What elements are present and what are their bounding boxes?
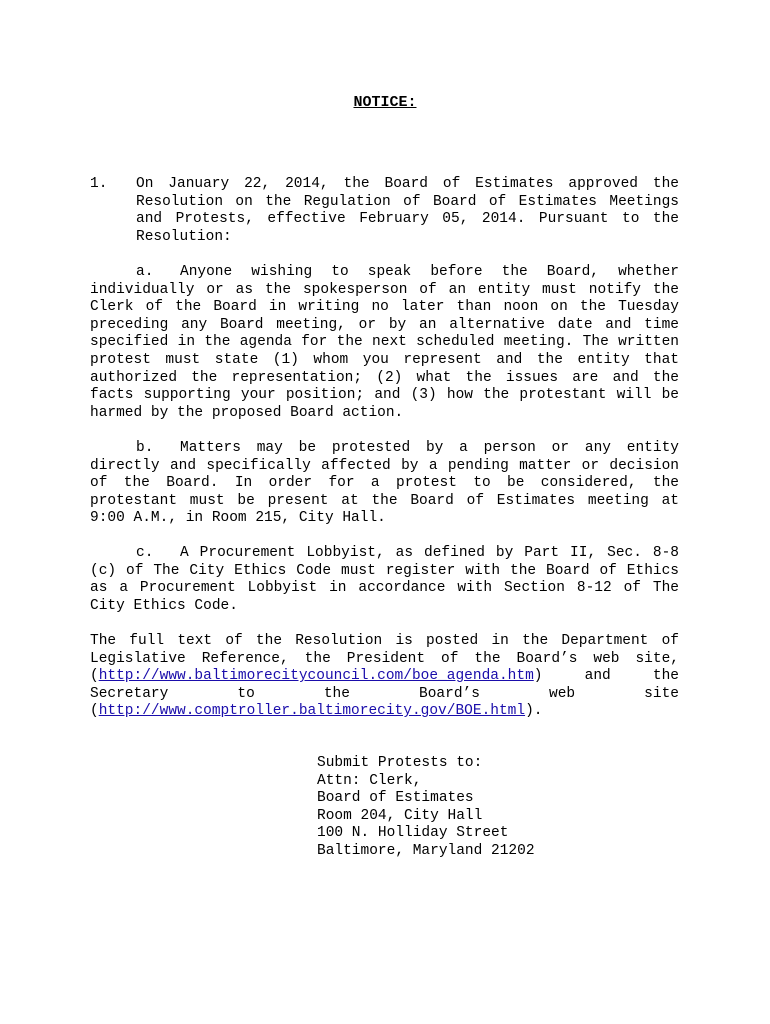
full-text-part3: ). — [525, 703, 543, 720]
address-board: Board of Estimates — [317, 790, 474, 807]
item-1-text: On January 22, 2014, the Board of Estimates approved the Resolution on the Regulation of Board of Estimates Meetings and Protests, effective February 05, 2014. Pursuant to the Resolution: — [136, 176, 679, 245]
resolution-item-1 — [90, 176, 679, 246]
paragraph-a — [90, 264, 679, 422]
address-room: Room 204, City Hall — [317, 807, 483, 824]
notice-title: NOTICE: — [353, 94, 417, 111]
paragraph-b — [90, 440, 679, 528]
full-text-paragraph — [90, 633, 679, 721]
full-text-part2: ) and the Secretary to the Board’s web site ( — [90, 668, 679, 720]
full-text-part1: The full text of the Resolution is posted in the Department of Legislative Reference, the President of the Board’s web site, ( — [90, 633, 679, 685]
paragraph-b-text: Matters may be protested by a person or any entity directly and specifically affected by a pending matter or decision of the Board. In order for a protest to be considered, the protestant must be present at the Board of Estimates meeting at 9:00 A.M., in Room 215, City Hall. — [90, 440, 679, 527]
council-agenda-link[interactable]: http://www.baltimorecitycouncil.com/boe_agenda.htm — [98, 668, 534, 685]
paragraph-a-text: Anyone wishing to speak before the Board, whether individually or as the spokesperson of an entity must notify the Clerk of the Board in writing no later than noon on the Tuesday preceding any Board meeting, or by an alternative date and time specified in the agenda for the next scheduled meeting. The written protest must state (1) whom you represent and the entity that authorized the representation; (2) what the issues are and the facts supporting your position; and (3) how the protestant will be harmed by the proposed Board action. — [90, 264, 679, 421]
comptroller-boe-link[interactable]: http://www.comptroller.baltimorecity.gov/BOE.html — [98, 703, 526, 720]
address-street: 100 N. Holliday Street — [317, 825, 509, 842]
paragraph-c-text: A Procurement Lobbyist, as defined by Part II, Sec. 8-8 (c) of The City Ethics Code must register with the Board of Ethics as a Procurement Lobbyist in accordance with Section 8-12 of The City Ethics Code. — [90, 545, 679, 614]
paragraph-c — [90, 545, 679, 615]
paragraph-c-label: c. — [136, 545, 154, 561]
address-attn: Attn: Clerk, — [317, 772, 422, 789]
submit-address-block — [317, 755, 637, 861]
address-heading: Submit Protests to: — [317, 755, 483, 771]
address-city: Baltimore, Maryland 21202 — [317, 842, 535, 859]
paragraph-b-label: b. — [136, 440, 154, 456]
item-number: 1. — [90, 176, 108, 192]
paragraph-a-label: a. — [136, 264, 154, 280]
